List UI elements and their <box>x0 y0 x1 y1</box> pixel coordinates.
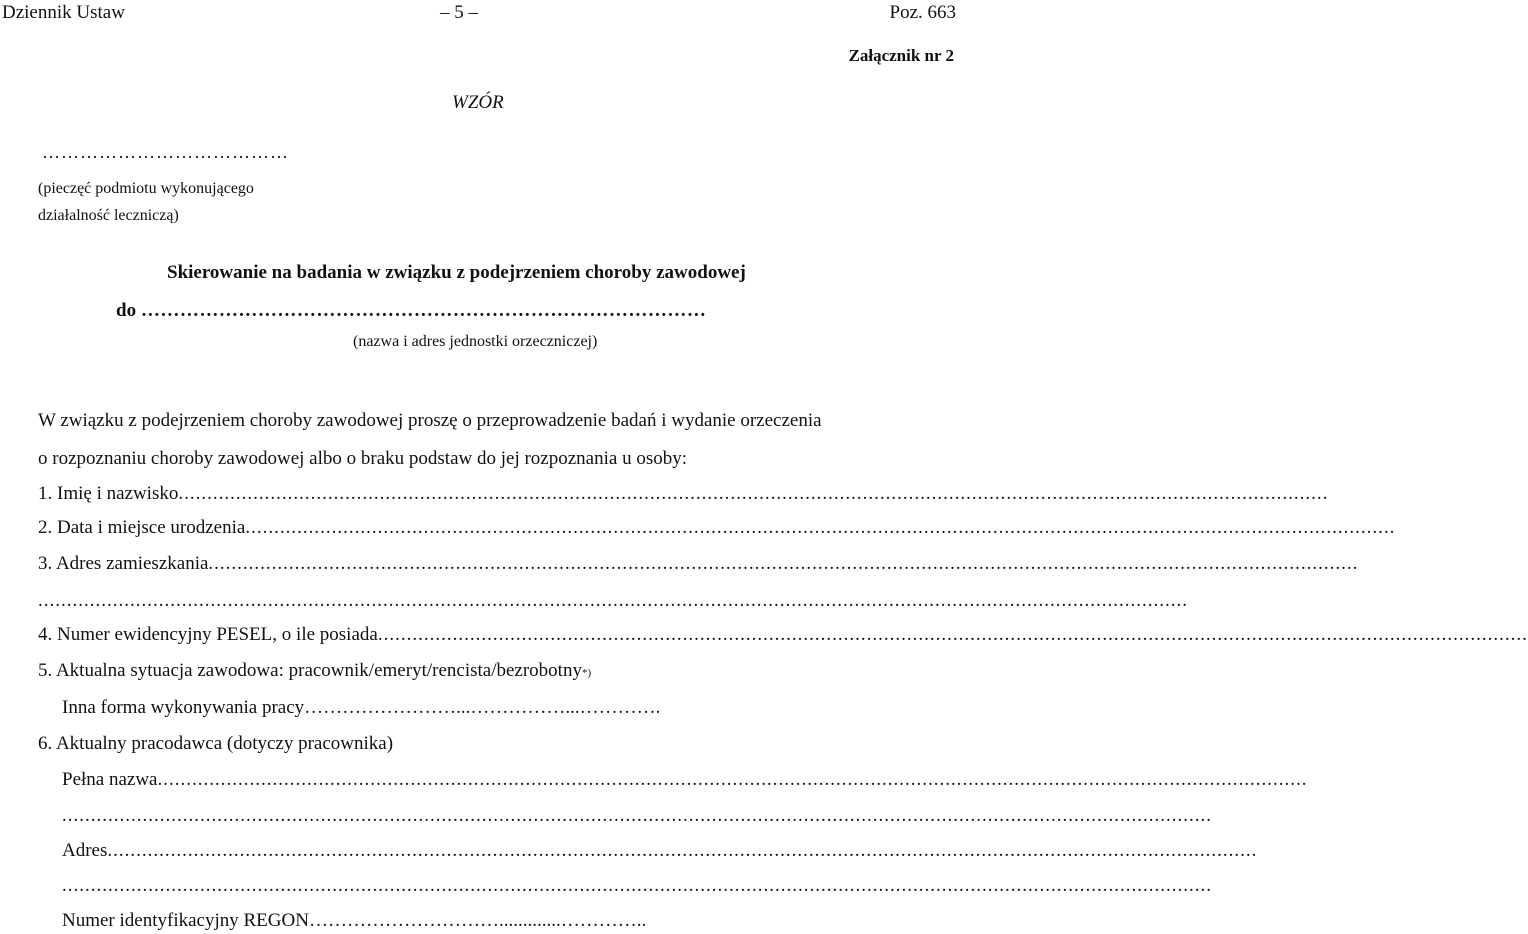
position-number: Poz. 663 <box>889 2 956 23</box>
field-employer-address-continuation-dots: ........................................................................................................................................................................................................ <box>62 875 1212 896</box>
field-regon[interactable] <box>62 910 924 932</box>
addressee-line <box>116 300 706 322</box>
field-regon-dots: ………………………….............………….. <box>308 910 647 931</box>
field-pesel-label: 4. Numer ewidencyjny PESEL, o ile posiada <box>38 624 378 645</box>
field-name-dots: ........................................................................................................................................................................................................ <box>178 483 1329 504</box>
stamp-caption-line1: (pieczęć podmiotu wykonującego <box>38 180 254 197</box>
field-full-name-label: Pełna nazwa <box>62 769 158 790</box>
addressee-prefix: do <box>116 300 141 321</box>
addressee-caption: (nazwa i adres jednostki orzeczniczej) <box>353 333 598 350</box>
field-other-work-dots: ……………………...……………...…………. <box>304 697 661 718</box>
field-address-dots: ........................................................................................................................................................................................................ <box>208 553 1359 574</box>
field-birth-dots: ........................................................................................................................................................................................................ <box>245 517 1396 538</box>
field-situation-label: 5. Aktualna sytuacja zawodowa: pracownik/emeryt/rencista/bezrobotny <box>38 660 582 681</box>
addressee-dots: …………………………………………………………………………… <box>140 300 707 321</box>
field-employer-address[interactable] <box>62 840 1258 862</box>
field-address-continuation-dots: ........................................................................................................................................................................................................ <box>38 590 1188 611</box>
field-address-label: 3. Adres zamieszkania <box>38 553 209 574</box>
stamp-dots: ………………………………… <box>42 142 289 162</box>
field-birth[interactable] <box>38 517 1396 539</box>
field-full-name[interactable] <box>62 769 1308 791</box>
template-label: WZÓR <box>452 92 504 113</box>
field-name[interactable] <box>38 483 1329 505</box>
field-other-work-label: Inna forma wykonywania pracy <box>62 697 305 718</box>
page-number: – 5 – <box>440 2 478 23</box>
stamp-caption-line2: działalność leczniczą) <box>38 207 179 224</box>
field-birth-label: 2. Data i miejsce urodzenia <box>38 517 246 538</box>
field-address[interactable] <box>38 553 1359 575</box>
field-employer <box>38 733 924 755</box>
field-other-work[interactable] <box>62 697 924 719</box>
intro-line2: o rozpoznaniu choroby zawodowej albo o braku podstaw do jej rozpoznania u osoby: <box>38 448 687 469</box>
field-full-name-continuation-dots: ........................................................................................................................................................................................................ <box>62 805 1212 826</box>
footnote-marker: *) <box>581 667 592 679</box>
field-address-continuation[interactable] <box>38 590 1188 612</box>
field-full-name-continuation[interactable] <box>62 805 1212 827</box>
field-employer-address-continuation[interactable] <box>62 875 1212 897</box>
field-name-label: 1. Imię i nazwisko <box>38 483 179 504</box>
field-situation[interactable] <box>38 660 924 682</box>
intro-line1: W związku z podejrzeniem choroby zawodowej proszę o przeprowadzenie badań i wydanie orzeczenia <box>38 410 822 431</box>
field-employer-address-label: Adres <box>62 840 108 861</box>
annex-label: Załącznik nr 2 <box>848 46 954 65</box>
field-pesel-dots: ........................................................................................................................................................................................................ <box>377 624 1528 645</box>
field-full-name-dots: ........................................................................................................................................................................................................ <box>157 769 1308 790</box>
field-employer-label: 6. Aktualny pracodawca (dotyczy pracownika) <box>38 733 394 754</box>
field-pesel[interactable] <box>38 624 1528 646</box>
field-employer-address-dots: ........................................................................................................................................................................................................ <box>107 840 1258 861</box>
field-regon-label: Numer identyfikacyjny REGON <box>62 910 309 931</box>
document-title: Skierowanie na badania w związku z podejrzeniem choroby zawodowej <box>167 262 746 283</box>
journal-name: Dziennik Ustaw <box>2 2 125 23</box>
